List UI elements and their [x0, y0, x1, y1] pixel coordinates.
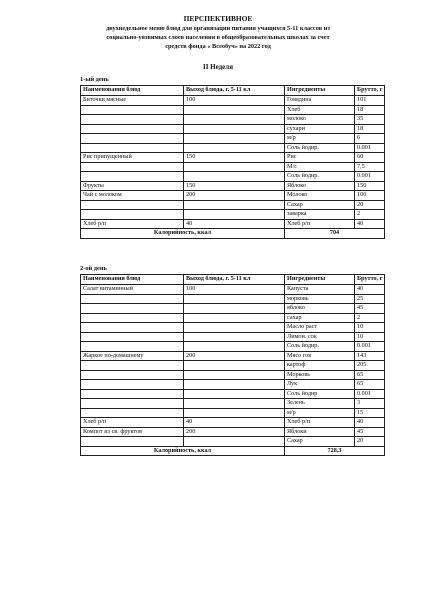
ingredient-cell: Мясо гов [285, 351, 355, 361]
table-row [81, 124, 385, 134]
gross-weight-cell: 2 [355, 210, 385, 220]
dish-name-cell [81, 134, 184, 144]
table-row [81, 427, 385, 437]
ingredient-cell: Сахар [285, 200, 355, 210]
ingredient-cell: Соль йодир. [285, 172, 355, 182]
dish-name-cell [81, 342, 184, 352]
dish-name-cell: Салат витаминный [81, 285, 184, 295]
table-row [81, 285, 385, 295]
ingredient-cell: м/р [285, 408, 355, 418]
dish-yield-cell [184, 200, 285, 210]
gross-weight-cell: 101 [355, 96, 385, 106]
gross-weight-cell: 45 [355, 427, 385, 437]
gross-weight-cell: 0.001 [355, 389, 385, 399]
calories-label: Калорийность, ккал [81, 446, 285, 456]
dish-name-cell [81, 115, 184, 125]
table-row [81, 181, 385, 191]
subtitle-line: двухнедельное меню блюд для организации питания учащихся 5-11 классов из [106, 25, 330, 32]
gross-weight-cell: 10 [355, 323, 385, 333]
ingredient-cell: Хлеб [285, 105, 355, 115]
ingredient-cell: м/р [285, 134, 355, 144]
table-row [81, 191, 385, 201]
dish-yield-cell [184, 437, 285, 447]
dish-yield-cell [184, 332, 285, 342]
table-row [81, 323, 385, 333]
table-header-row [81, 86, 385, 96]
dish-yield-cell [184, 172, 285, 182]
table-row [81, 313, 385, 323]
dish-yield-cell: 100 [184, 96, 285, 106]
dish-yield-cell [184, 323, 285, 333]
table-row [81, 304, 385, 314]
dish-name-cell [81, 143, 184, 153]
dish-yield-cell [184, 162, 285, 172]
dish-name-cell [81, 437, 184, 447]
dish-name-cell [81, 323, 184, 333]
gross-weight-cell: 40 [355, 418, 385, 428]
ingredient-cell: Говядина [285, 96, 355, 106]
ingredient-cell: Лимон. сок [285, 332, 355, 342]
gross-weight-cell: 3 [355, 399, 385, 409]
dish-name-cell: Хлеб р/п [81, 219, 184, 229]
gross-column-header: Брутто, г [355, 275, 385, 285]
gross-weight-cell: 0.001 [355, 172, 385, 182]
day-1-label: 1-ый день [80, 76, 109, 83]
dish-yield-cell [184, 313, 285, 323]
ingredient-cell: картоф [285, 361, 355, 371]
dish-name-cell [81, 200, 184, 210]
ingredient-cell: Соль йодир. [285, 143, 355, 153]
gross-weight-cell: 100 [355, 191, 385, 201]
ingredient-cell: морковь [285, 294, 355, 304]
ingredient-cell: яблоко [285, 304, 355, 314]
table-row [81, 351, 385, 361]
table-row [81, 294, 385, 304]
gross-weight-cell: 0.001 [355, 342, 385, 352]
ingredient-cell: Сахар [285, 437, 355, 447]
table-row [81, 408, 385, 418]
dish-yield-cell: 150 [184, 153, 285, 163]
dish-yield-cell [184, 210, 285, 220]
table-row [81, 162, 385, 172]
calories-row [81, 229, 385, 239]
table-row [81, 437, 385, 447]
dish-name-cell [81, 332, 184, 342]
table-row [81, 143, 385, 153]
gross-weight-cell: 65 [355, 370, 385, 380]
dish-name-cell [81, 294, 184, 304]
dish-yield-cell [184, 115, 285, 125]
yield-column-header: Выход блюда, г. 5-11 кл [184, 86, 285, 96]
dish-yield-cell [184, 389, 285, 399]
dish-name-cell: Хлеб р/п [81, 418, 184, 428]
dish-yield-cell: 200 [184, 351, 285, 361]
yield-column-header: Выход блюда, г. 5-11 кл [184, 275, 285, 285]
gross-weight-cell: 65 [355, 380, 385, 390]
dish-name-cell [81, 399, 184, 409]
dish-yield-cell [184, 399, 285, 409]
table-row [81, 115, 385, 125]
table-row [81, 399, 385, 409]
dish-yield-cell: 200 [184, 191, 285, 201]
dish-name-cell [81, 124, 184, 134]
ingredient-cell: заварка [285, 210, 355, 220]
gross-weight-cell: 15 [355, 408, 385, 418]
subtitle-line: социально-уязвимых слоев населения в общеобразовательных школах за счет [106, 34, 330, 41]
table-row [81, 210, 385, 220]
dish-yield-cell [184, 370, 285, 380]
week-heading: II Неделя [202, 63, 234, 71]
table-row [81, 361, 385, 371]
ingredient-cell: Хлеб р/п [285, 219, 355, 229]
gross-weight-cell: 18 [355, 105, 385, 115]
gross-weight-cell: 35 [355, 115, 385, 125]
dish-name-cell [81, 313, 184, 323]
dish-name-cell [81, 304, 184, 314]
table-row [81, 172, 385, 182]
dish-name-cell [81, 172, 184, 182]
gross-weight-cell: 40 [355, 285, 385, 295]
dish-yield-cell [184, 134, 285, 144]
ingredient-cell: Яблоки [285, 427, 355, 437]
dish-yield-cell [184, 105, 285, 115]
gross-weight-cell: 18 [355, 124, 385, 134]
dish-name-cell: Компот из св. фруктов [81, 427, 184, 437]
dish-yield-cell [184, 361, 285, 371]
dish-name-cell [81, 408, 184, 418]
table-row [81, 370, 385, 380]
gross-weight-cell: 2 [355, 313, 385, 323]
ingredient-cell: Капуста [285, 285, 355, 295]
dish-name-cell [81, 210, 184, 220]
table-row [81, 105, 385, 115]
gross-weight-cell: 6 [355, 134, 385, 144]
ingredient-cell: Яблоко [285, 181, 355, 191]
dish-name-cell: Рис припущенный [81, 153, 184, 163]
dish-name-cell: Чай с молоком [81, 191, 184, 201]
gross-weight-cell: 20 [355, 437, 385, 447]
calories-value: 728,3 [285, 446, 385, 456]
gross-column-header: Брутто, г [355, 86, 385, 96]
dish-name-cell [81, 162, 184, 172]
day-1-menu-table [80, 85, 385, 239]
ingredient-column-header: Ингредиенты [285, 275, 355, 285]
gross-weight-cell: 10 [355, 332, 385, 342]
ingredient-cell: М/с [285, 162, 355, 172]
ingredient-cell: Масло раст [285, 323, 355, 333]
dish-yield-cell [184, 143, 285, 153]
ingredient-cell: сухари [285, 124, 355, 134]
ingredient-cell: Рис [285, 153, 355, 163]
table-row [81, 332, 385, 342]
dish-column-header: Наименования блюд [81, 275, 184, 285]
gross-weight-cell: 60 [355, 153, 385, 163]
dish-name-cell [81, 389, 184, 399]
table-row [81, 219, 385, 229]
table-row [81, 96, 385, 106]
table-header-row [81, 275, 385, 285]
ingredient-cell: молоко [285, 115, 355, 125]
calories-value: 704 [285, 229, 385, 239]
table-row [81, 418, 385, 428]
dish-yield-cell [184, 304, 285, 314]
table-row [81, 200, 385, 210]
gross-weight-cell: 25 [355, 294, 385, 304]
ingredient-cell: Соль йодир [285, 389, 355, 399]
gross-weight-cell: 0.001 [355, 143, 385, 153]
ingredient-cell: Морковь [285, 370, 355, 380]
dish-yield-cell: 40 [184, 219, 285, 229]
dish-yield-cell: 100 [184, 285, 285, 295]
gross-weight-cell: 20 [355, 200, 385, 210]
table-row [81, 389, 385, 399]
gross-weight-cell: 205 [355, 361, 385, 371]
dish-name-cell [81, 370, 184, 380]
ingredient-cell: Зелень [285, 399, 355, 409]
dish-yield-cell [184, 408, 285, 418]
ingredient-cell: Лук [285, 380, 355, 390]
dish-yield-cell: 40 [184, 418, 285, 428]
day-2-label: 2-ой день [80, 265, 107, 272]
dish-name-cell [81, 380, 184, 390]
dish-yield-cell [184, 380, 285, 390]
subtitle-line: средств фонда « Всеобуч» на 2022 год [165, 43, 271, 50]
calories-row [81, 446, 385, 456]
table-row [81, 380, 385, 390]
dish-yield-cell [184, 342, 285, 352]
dish-column-header: Наименования блюд [81, 86, 184, 96]
ingredient-cell: Хлеб р/п [285, 418, 355, 428]
dish-yield-cell [184, 294, 285, 304]
dish-yield-cell [184, 124, 285, 134]
gross-weight-cell: 40 [355, 219, 385, 229]
ingredient-cell: Молоко [285, 191, 355, 201]
dish-name-cell [81, 105, 184, 115]
ingredient-cell: Соль йодир. [285, 342, 355, 352]
table-row [81, 153, 385, 163]
ingredient-column-header: Ингредиенты [285, 86, 355, 96]
gross-weight-cell: 150 [355, 181, 385, 191]
document-header [50, 14, 386, 51]
dish-name-cell: Жаркое по-домашнему [81, 351, 184, 361]
document-title: ПЕРСПЕКТИВНОЕ [183, 14, 253, 23]
dish-name-cell: Биточки мясные [81, 96, 184, 106]
dish-name-cell [81, 361, 184, 371]
dish-yield-cell: 200 [184, 427, 285, 437]
dish-yield-cell: 150 [184, 181, 285, 191]
gross-weight-cell: 45 [355, 304, 385, 314]
dish-name-cell: Фрукты [81, 181, 184, 191]
gross-weight-cell: 7,5 [355, 162, 385, 172]
gross-weight-cell: 143 [355, 351, 385, 361]
day-2-menu-table [80, 274, 385, 456]
table-row [81, 134, 385, 144]
calories-label: Калорийность, ккал [81, 229, 285, 239]
table-row [81, 342, 385, 352]
ingredient-cell: сахар [285, 313, 355, 323]
